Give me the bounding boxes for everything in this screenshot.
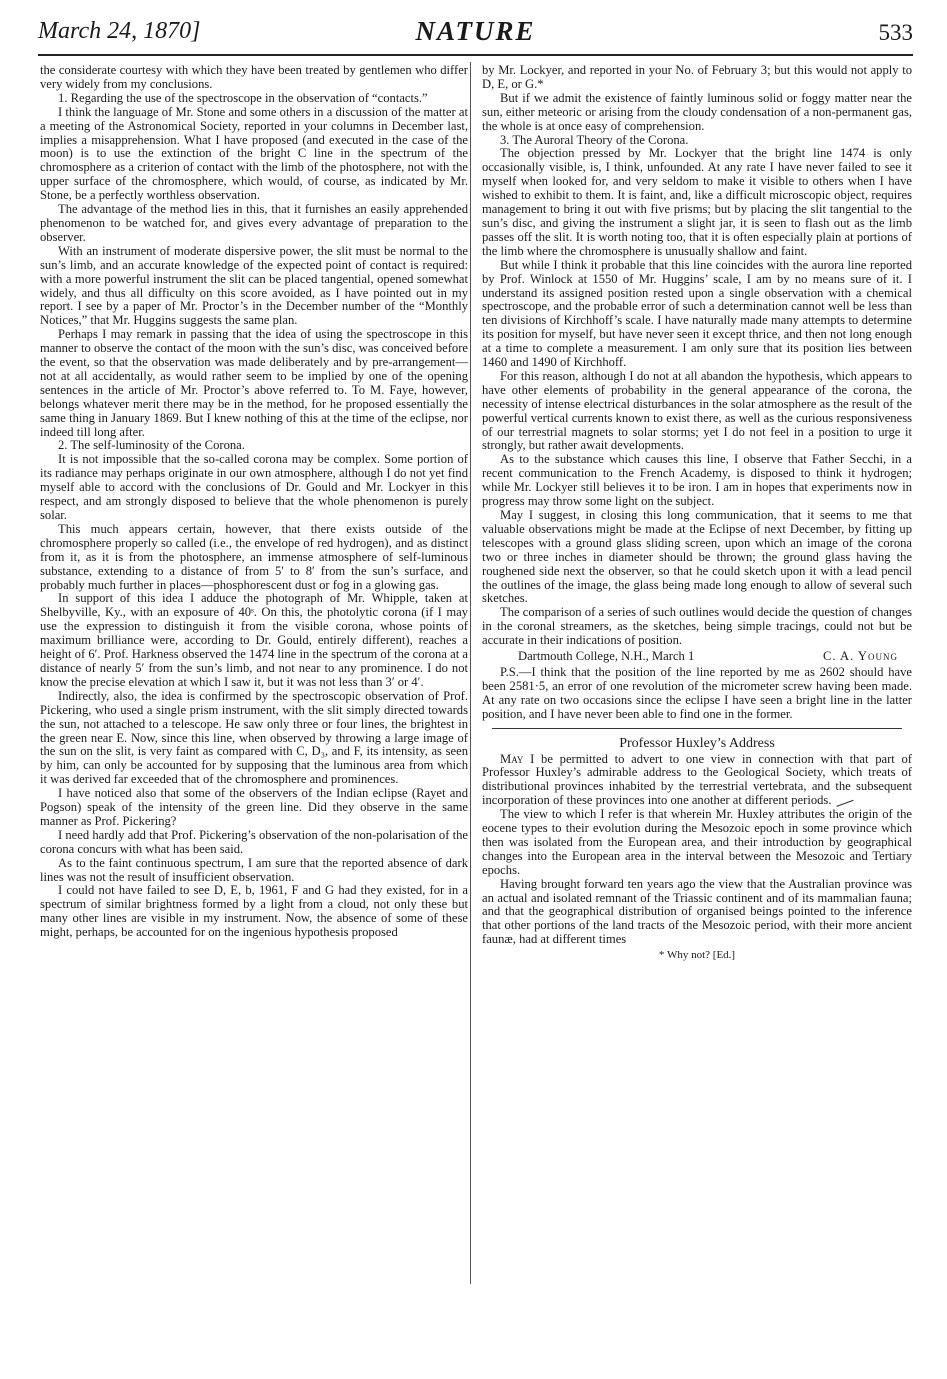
paragraph: I think the language of Mr. Stone and some others in a discussion of the matter at a meeting of the Astronomical Society, reported in your columns in December last, implies a misapprehension. What I have proposed (and executed in the case of the moon) is to use the extinction of the bright C line in the spectrum of the chromosphere as a criterion of contact with the limb of the photosphere, not with the upper surface of the chromosphere, which would, of course, as indicated by Mr. Stone, be a perfectly worthless observation. bbox=[40, 104, 468, 203]
paragraph: Having brought forward ten years ago the view that the Australian province was an actual and isolated remnant of the Triassic continent and of its mammalian fauna; and that the geographical distribution of organised beings pointed to the inference that other portions of the land tracts of the Mesozoic period, with their more ancient faunæ, had at different times bbox=[482, 876, 912, 947]
paragraph: the considerate courtesy with which they have been treated by gentlemen who differ very widely from my conclusions. bbox=[40, 63, 468, 91]
signature-line bbox=[482, 650, 912, 664]
header-rule bbox=[38, 54, 913, 56]
signature-name: C. A. Young bbox=[822, 649, 898, 664]
paragraph: But while I think it probable that this line coincides with the aurora line reported by Prof. Winlock at 1550 of Mr. Huggins’ scale, I am by no means sure of it. I understand its assigned position rested upon a single observation with a chemical spectroscope, and the probable error of such a determination cannot well be less than ten divisions of Kirchhoff’s scale. I have naturally made many attempts to determine its position for myself, but have never seen it except thrice, and then not long enough at a time to complete a measurement. I am only sure that its position lies between 1460 and 1490 of Kirchhoff. bbox=[482, 257, 912, 370]
right-column bbox=[482, 64, 912, 963]
paragraph: The comparison of a series of such outlines would decide the question of changes in the coronal streamers, as the sketches, being simple tracings, could not but be accurate in their indications of position. bbox=[482, 605, 912, 648]
issue-date: March 24, 1870] bbox=[38, 18, 201, 44]
handwritten-mark bbox=[835, 794, 854, 807]
footnote: * Why not? [Ed.] bbox=[658, 949, 736, 962]
paragraph: It is not impossible that the so-called corona may be complex. Some portion of its radiance may perhaps originate in our own atmosphere, although I do not yet find myself able to accord with the conclusions of Dr. Gould and Mr. Lockyer in this respect, and am strongly disposed to believe that the whole phenomenon is purely solar. bbox=[40, 452, 468, 522]
section-rule bbox=[492, 728, 902, 729]
page-number: 533 bbox=[878, 20, 913, 45]
lead-word: May bbox=[500, 751, 524, 766]
paragraph: May I suggest, in closing this long communication, that it seems to me that valuable observations might be made at the Eclipse of next December, by fitting up telescopes with a ground glass sliding screen, upon which an image of the corona two or three inches in diameter should be thrown; the ground glass having the roughened side next the observer, so that he could sketch upon it with a lead pencil the outlines of the image, the glass being made long enough to allow of several such sketches. bbox=[482, 508, 912, 606]
paragraph: This much appears certain, however, that there exists outside of the chromosphere properly so called (i.e., the envelope of red hydrogen), and as distinct from it, as it is from the photosphere, an immense atmosphere of self-luminous substance, extending to a distance of from 5′ to 8′ from the sun’s surface, and probably much further in places—phosphorescent dust or fog in a glowing gas. bbox=[40, 521, 468, 592]
column-divider bbox=[470, 62, 471, 1284]
section-heading: 3. The Auroral Theory of the Corona. bbox=[500, 132, 689, 147]
paragraph: The objection pressed by Mr. Lockyer that the bright line 1474 is only occasionally visible, is, I think, unfounded. At any rate I have never failed to see it myself when looked for, and very seldom to make it visible to others when I have wished to exhibit to them. It is faint, and, like a difficult microscopic object, requires management to bring it out with five prisms; but by placing the slit tangential to the sun’s disc, and giving the instrument a slight jar, it is seen to flash out as the limb passes off the slit. It is worth noting too, that it is often especially plain at portions of the limb where the chromosphere is unusually shallow and faint. bbox=[482, 146, 912, 258]
journal-title: NATURE bbox=[415, 16, 536, 46]
left-column bbox=[40, 64, 468, 940]
postscript: P.S.—I think that the position of the line reported by me as 2602 should have been 2581·5, an error of one revolution of the micrometer screw having been made. At any rate on two occasions since the eclipse I have seen a bright line in the latter position, and I have never been able to find one in the former. bbox=[482, 664, 912, 721]
paragraph: As to the faint continuous spectrum, I am sure that the reported absence of dark lines was not the result of insufficient observation. bbox=[40, 855, 468, 884]
paragraph: I could not have failed to see D, E, b, 1961, F and G had they existed, for in a spectrum of similar brightness formed by a light from a cloud, not only these but many other lines are visible in my instrument. Now, the absence of some of these might, perhaps, be accounted for on the ingenious hypothesis proposed bbox=[40, 883, 468, 940]
page-header bbox=[38, 16, 913, 50]
paragraph: But if we admit the existence of faintly luminous solid or foggy matter near the sun, either meteoric or arising from the cloudy condensation of a non-permanent gas, the whole is at once easy of comprehension. bbox=[482, 90, 912, 133]
article-lead-paragraph bbox=[482, 753, 912, 809]
paragraph: The advantage of the method lies in this, that it furnishes an easily apprehended phenomenon to be watched for, and gives every advantage of preparation to the observer. bbox=[40, 202, 468, 244]
paragraph: by Mr. Lockyer, and reported in your No. of February 3; but this would not apply to D, E, or G.* bbox=[482, 63, 912, 91]
paragraph: For this reason, although I do not at all abandon the hypothesis, which appears to have other elements of probability in the general appearance of the corona, the necessity of intense electrical disturbances in the solar atmosphere as the result of the powerful vertical currents known to exist there, as well as the curious responsiveness of our terrestrial magnets to solar storms; yet I do not feel in a position to urge it strongly, but rather await developments. bbox=[482, 368, 912, 453]
paragraph: Indirectly, also, the idea is confirmed by the spectroscopic observation of Prof. Pickering, who used a single prism instrument, with the slit simply directed towards the sun, not attached to a telescope. He saw only three or four lines, the brightest in the green near E. Now, since this line, when observed by throwing a large image of the sun on the slit, is very faint as compared with C, D₃, and F, its intensity, as seen by him, can only be accounted for by supposing that the luminous area from which it was derived far exceeded that of the chromosphere and prominences. bbox=[40, 688, 468, 787]
signature-place: Dartmouth College, N.H., March 1 bbox=[518, 649, 695, 664]
section-heading: 2. The self-luminosity of the Corona. bbox=[58, 438, 245, 453]
lead-paragraph-text: I be permitted to advert to one view in connection with that part of Professor Huxley’s admirable address to the Geological Society, which treats of distributional provinces inhabited by the terrestrial vertebrata, and the subsequent incorporation of these provinces into one another at different periods. bbox=[482, 751, 912, 808]
paragraph: The view to which I refer is that wherein Mr. Huxley attributes the origin of the eocene types to their evolution during the Mesozoic epoch in some province which then was isolated from the European area, and their introduction by geographical changes into the European area in the interval between the Mesozoic and Tertiary epochs. bbox=[482, 807, 912, 877]
paragraph: Perhaps I may remark in passing that the idea of using the spectroscope in this manner to observe the contact of the moon with the sun’s disc, was conceived before the event, so that the observation was made deliberately and by pre-arrangement—not at all accidentally, as would rather seem to be implied by one of the opening sentences in the article of Mr. Proctor’s above referred to. To M. Faye, however, belongs whatever merit there may be in the method, for he proposed essentially the same thing in January 1869. But I knew nothing of this at the time of the eclipse, nor indeed till long after. bbox=[40, 327, 468, 439]
paragraph: I have noticed also that some of the observers of the Indian eclipse (Rayet and Pogson) speak of the intensity of the green line. Did they observe in the same manner as Prof. Pickering? bbox=[40, 786, 468, 828]
paragraph: I need hardly add that Prof. Pickering’s observation of the non-polarisation of the corona concurs with what has been said. bbox=[40, 827, 468, 856]
section-heading: 1. Regarding the use of the spectroscope in the observation of “contacts.” bbox=[58, 90, 428, 105]
article-title: Professor Huxley’s Address bbox=[619, 735, 775, 751]
paragraph: As to the substance which causes this line, I observe that Father Secchi, in a recent communication to the French Academy, is disposed to think it hydrogen; while Mr. Lockyer still believes it to be iron. I am in hopes that experiments now in progress may throw some light on the subject. bbox=[482, 452, 912, 509]
paragraph: In support of this idea I adduce the photograph of Mr. Whipple, taken at Shelbyville, Ky., with an exposure of 40ˢ. On this, the photolytic corona (if I may use the expression to distinguish it from the visible corona, whose points of maximum brilliance were, according to Dr. Gould, entirely different), reaches a height of 6′. Prof. Harkness observed the 1474 line in the spectrum of the corona at a distance of nearly 5′ from the sun’s limb, and not near to any prominence. I do not know the precise elevation at which I saw it, but it was not less than 3′ or 4′. bbox=[40, 591, 468, 689]
paragraph: With an instrument of moderate dispersive power, the slit must be normal to the sun’s limb, and an accurate knowledge of the expected point of contact is required: with a more powerful instrument the slit can be placed tangential, opened somewhat widely, and thus all difficulty on this score avoided, as I have pointed out in my report. I see by a paper of Mr. Proctor’s in the December number of the “Monthly Notices,” that Mr. Huggins suggests the same plan. bbox=[40, 243, 468, 328]
